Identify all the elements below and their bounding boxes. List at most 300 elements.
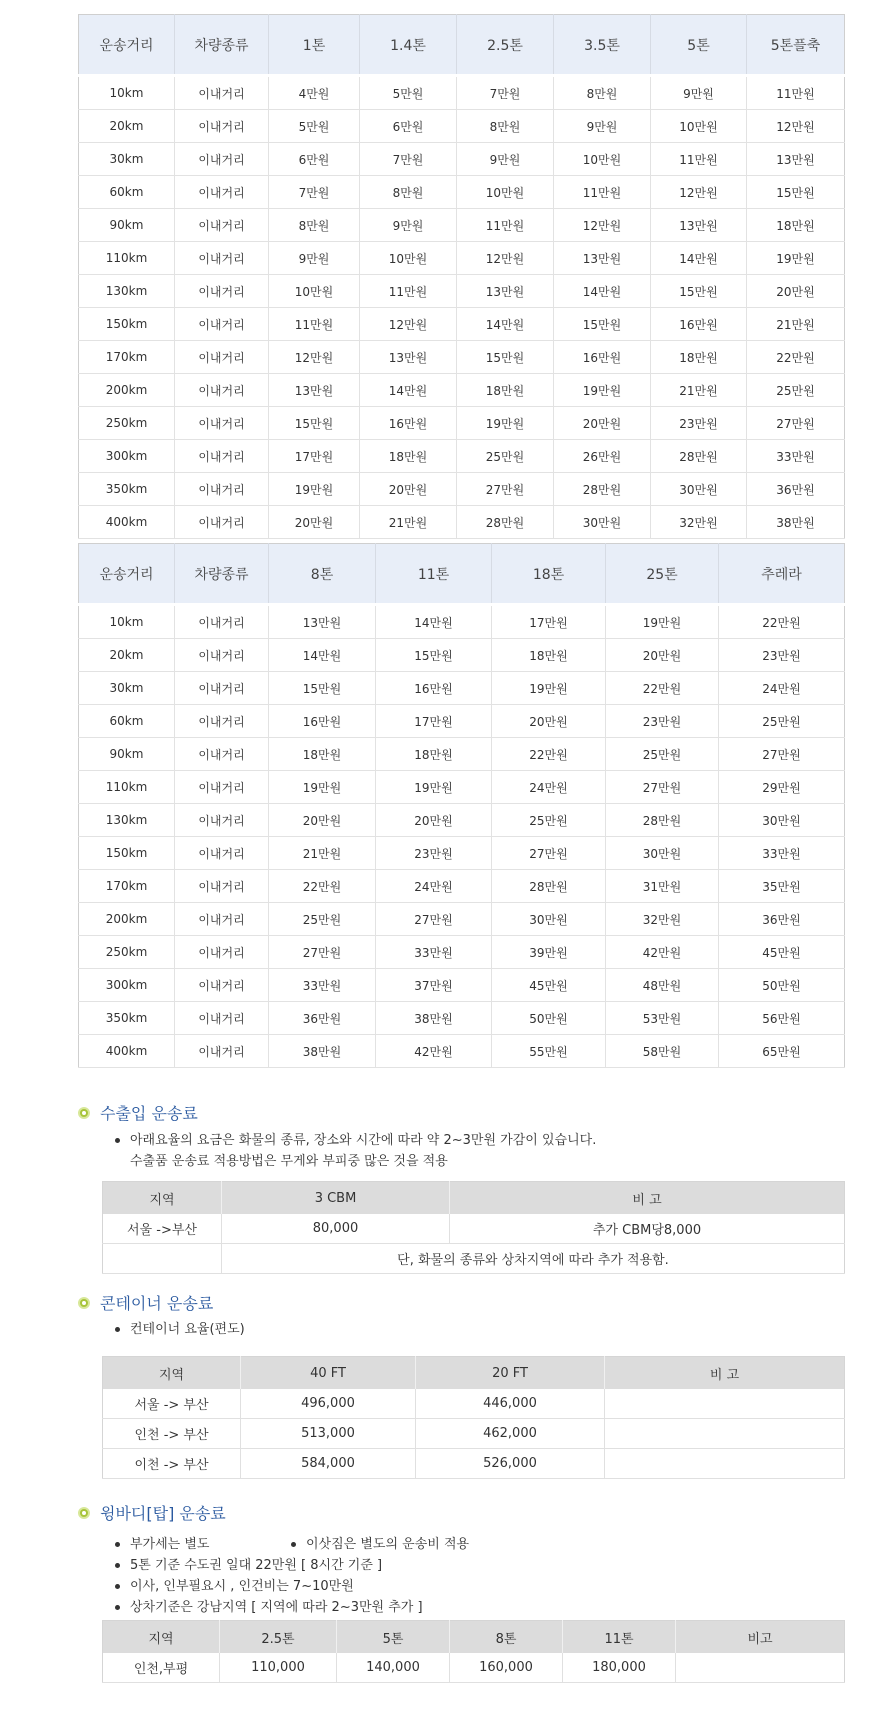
- distance-cell: 150km: [79, 308, 175, 341]
- range-cell: 이내거리: [175, 341, 269, 374]
- header-cell: 비 고: [605, 1357, 845, 1390]
- note-item: 5톤 기준 수도권 일대 22만원 [ 8시간 기준 ]: [112, 1555, 469, 1576]
- price-cell: 13만원: [269, 605, 376, 639]
- range-cell: 이내거리: [175, 1002, 269, 1035]
- price-cell: 19만원: [492, 672, 606, 705]
- range-cell: 이내거리: [175, 110, 269, 143]
- price-cell: 9만원: [457, 143, 554, 176]
- table-row: [79, 639, 845, 672]
- price-cell: 20만원: [269, 804, 376, 837]
- price-cell: 27만원: [606, 771, 719, 804]
- price-cell: 8만원: [269, 209, 360, 242]
- price-cell: 38만원: [747, 506, 845, 539]
- price-cell: 14만원: [269, 639, 376, 672]
- section-title-export: [78, 1101, 198, 1124]
- price-cell: 15만원: [747, 176, 845, 209]
- table-row: [79, 209, 845, 242]
- table-header-row: [79, 15, 845, 76]
- price-cell: 13만원: [554, 242, 651, 275]
- price-cell: 22만원: [269, 870, 376, 903]
- price-cell: 12만원: [360, 308, 457, 341]
- header-cell: 지역: [103, 1182, 222, 1215]
- table-row: [79, 903, 845, 936]
- price-cell: 25만원: [492, 804, 606, 837]
- remark-cell: [605, 1449, 845, 1479]
- header-cell: 5톤: [337, 1621, 450, 1654]
- price-cell: 50만원: [492, 1002, 606, 1035]
- price-cell: 12만원: [554, 209, 651, 242]
- price-cell: 21만원: [360, 506, 457, 539]
- price-cell: 21만원: [269, 837, 376, 870]
- section-title-text: 콘테이너 운송료: [100, 1294, 214, 1313]
- region-cell: 인천 -> 부산: [103, 1419, 241, 1449]
- header-cell: 2.5톤: [457, 15, 554, 76]
- range-cell: 이내거리: [175, 605, 269, 639]
- price-cell: 33만원: [719, 837, 845, 870]
- price-cell: 23만원: [651, 407, 747, 440]
- table-row: [79, 672, 845, 705]
- table-row: [79, 407, 845, 440]
- price-cell: 58만원: [606, 1035, 719, 1068]
- price-cell: 11만원: [457, 209, 554, 242]
- value-cell: 110,000: [220, 1653, 337, 1683]
- price-cell: 22만원: [606, 672, 719, 705]
- price-cell: 15만원: [269, 672, 376, 705]
- price-cell: 25만원: [606, 738, 719, 771]
- price-cell: 30만원: [492, 903, 606, 936]
- price-cell: 36만원: [747, 473, 845, 506]
- price-cell: 7만원: [360, 143, 457, 176]
- price-cell: 19만원: [554, 374, 651, 407]
- table-row: [79, 308, 845, 341]
- table-row: [79, 804, 845, 837]
- distance-cell: 400km: [79, 1035, 175, 1068]
- remark-cell: 추가 CBM당8,000: [450, 1214, 845, 1244]
- table-row: [79, 242, 845, 275]
- price-cell: 16만원: [651, 308, 747, 341]
- range-cell: 이내거리: [175, 308, 269, 341]
- price-cell: 18만원: [269, 738, 376, 771]
- price-cell: 50만원: [719, 969, 845, 1002]
- price-cell: 19만원: [269, 473, 360, 506]
- range-cell: 이내거리: [175, 440, 269, 473]
- header-cell: 25톤: [606, 544, 719, 605]
- region-cell: 서울 ->부산: [103, 1214, 222, 1244]
- table-row: [79, 605, 845, 639]
- table-row: [79, 771, 845, 804]
- container-rate-table: [102, 1356, 845, 1479]
- table-row: [79, 738, 845, 771]
- price-cell: 20만원: [554, 407, 651, 440]
- range-cell: 이내거리: [175, 969, 269, 1002]
- distance-cell: 250km: [79, 936, 175, 969]
- value-cell: 180,000: [563, 1653, 676, 1683]
- price-cell: 42만원: [606, 936, 719, 969]
- price-cell: 36만원: [269, 1002, 376, 1035]
- price-cell: 38만원: [376, 1002, 492, 1035]
- price-cell: 22만원: [492, 738, 606, 771]
- note-line: [112, 1534, 469, 1555]
- distance-cell: 300km: [79, 969, 175, 1002]
- price-cell: 24만원: [376, 870, 492, 903]
- value-cell: 526,000: [416, 1449, 605, 1479]
- distance-cell: 200km: [79, 374, 175, 407]
- price-cell: 19만원: [269, 771, 376, 804]
- price-cell: 19만원: [457, 407, 554, 440]
- distance-cell: 20km: [79, 639, 175, 672]
- price-cell: 65만원: [719, 1035, 845, 1068]
- table-header-row: [103, 1182, 845, 1215]
- table-row: [79, 936, 845, 969]
- price-cell: 7만원: [269, 176, 360, 209]
- distance-cell: 10km: [79, 605, 175, 639]
- distance-cell: 60km: [79, 705, 175, 738]
- table-row: [79, 837, 845, 870]
- price-cell: 17만원: [376, 705, 492, 738]
- value-cell: 80,000: [222, 1214, 450, 1244]
- wingbody-rate-table: [102, 1620, 845, 1683]
- table-row: [79, 705, 845, 738]
- price-cell: 33만원: [376, 936, 492, 969]
- table-row: [79, 275, 845, 308]
- price-cell: 14만원: [376, 605, 492, 639]
- price-cell: 11만원: [554, 176, 651, 209]
- table-row: [79, 506, 845, 539]
- price-cell: 13만원: [651, 209, 747, 242]
- distance-cell: 90km: [79, 209, 175, 242]
- range-cell: 이내거리: [175, 209, 269, 242]
- value-cell: 496,000: [241, 1389, 416, 1419]
- range-cell: 이내거리: [175, 837, 269, 870]
- price-cell: 28만원: [606, 804, 719, 837]
- price-cell: 38만원: [269, 1035, 376, 1068]
- note-item: 컨테이너 요율(편도): [112, 1319, 245, 1340]
- price-cell: 30만원: [606, 837, 719, 870]
- price-cell: 26만원: [554, 440, 651, 473]
- range-cell: 이내거리: [175, 936, 269, 969]
- price-cell: 11만원: [651, 143, 747, 176]
- price-cell: 16만원: [360, 407, 457, 440]
- price-cell: 53만원: [606, 1002, 719, 1035]
- circle-bullet-icon: [78, 1507, 90, 1519]
- price-cell: 17만원: [269, 440, 360, 473]
- price-cell: 22만원: [747, 341, 845, 374]
- table-row: [79, 440, 845, 473]
- distance-cell: 350km: [79, 473, 175, 506]
- price-cell: 55만원: [492, 1035, 606, 1068]
- price-cell: 18만원: [457, 374, 554, 407]
- price-cell: 27만원: [376, 903, 492, 936]
- range-cell: 이내거리: [175, 176, 269, 209]
- distance-cell: 350km: [79, 1002, 175, 1035]
- remark-cell: [676, 1653, 845, 1683]
- price-cell: 14만원: [554, 275, 651, 308]
- price-cell: 14만원: [651, 242, 747, 275]
- empty-cell: [103, 1244, 222, 1274]
- price-cell: 22만원: [719, 605, 845, 639]
- price-cell: 27만원: [492, 837, 606, 870]
- price-cell: 23만원: [719, 639, 845, 672]
- header-cell: 8톤: [269, 544, 376, 605]
- header-cell: 20 FT: [416, 1357, 605, 1390]
- table-row: [79, 76, 845, 110]
- container-notes: [112, 1319, 245, 1340]
- price-cell: 14만원: [360, 374, 457, 407]
- header-cell: 11톤: [376, 544, 492, 605]
- note-item: 부가세는 별도: [112, 1534, 288, 1555]
- table-row: [79, 969, 845, 1002]
- price-cell: 13만원: [269, 374, 360, 407]
- price-cell: 11만원: [747, 76, 845, 110]
- value-cell: 584,000: [241, 1449, 416, 1479]
- distance-cell: 110km: [79, 771, 175, 804]
- price-cell: 36만원: [719, 903, 845, 936]
- table-row: [103, 1214, 845, 1244]
- price-cell: 10만원: [457, 176, 554, 209]
- header-cell: 차량종류: [175, 544, 269, 605]
- distance-cell: 250km: [79, 407, 175, 440]
- value-cell: 140,000: [337, 1653, 450, 1683]
- price-cell: 27만원: [269, 936, 376, 969]
- table-row: [79, 1035, 845, 1068]
- range-cell: 이내거리: [175, 903, 269, 936]
- header-cell: 1.4톤: [360, 15, 457, 76]
- remark-cell: [605, 1419, 845, 1449]
- rate-table-small-trucks: [78, 14, 845, 539]
- price-cell: 28만원: [457, 506, 554, 539]
- value-cell: 446,000: [416, 1389, 605, 1419]
- price-cell: 10만원: [269, 275, 360, 308]
- distance-cell: 200km: [79, 903, 175, 936]
- header-cell: 운송거리: [79, 15, 175, 76]
- price-cell: 56만원: [719, 1002, 845, 1035]
- price-cell: 25만원: [719, 705, 845, 738]
- value-cell: 513,000: [241, 1419, 416, 1449]
- table-row: [79, 176, 845, 209]
- price-cell: 23만원: [606, 705, 719, 738]
- distance-cell: 60km: [79, 176, 175, 209]
- price-cell: 15만원: [376, 639, 492, 672]
- price-cell: 39만원: [492, 936, 606, 969]
- price-cell: 30만원: [719, 804, 845, 837]
- price-cell: 8만원: [457, 110, 554, 143]
- header-cell: 지역: [103, 1357, 241, 1390]
- price-cell: 5만원: [360, 76, 457, 110]
- header-cell: 추레라: [719, 544, 845, 605]
- range-cell: 이내거리: [175, 804, 269, 837]
- price-cell: 19만원: [606, 605, 719, 639]
- price-cell: 13만원: [457, 275, 554, 308]
- price-cell: 42만원: [376, 1035, 492, 1068]
- price-cell: 9만원: [554, 110, 651, 143]
- header-cell: 18톤: [492, 544, 606, 605]
- header-cell: 운송거리: [79, 544, 175, 605]
- price-cell: 30만원: [554, 506, 651, 539]
- remark-cell: [605, 1389, 845, 1419]
- header-cell: 비고: [676, 1621, 845, 1654]
- price-cell: 21만원: [651, 374, 747, 407]
- price-cell: 35만원: [719, 870, 845, 903]
- price-cell: 18만원: [651, 341, 747, 374]
- note-continuation: 수출품 운송료 적용방법은 무게와 부피중 많은 것을 적용: [130, 1154, 448, 1169]
- range-cell: 이내거리: [175, 76, 269, 110]
- price-cell: 20만원: [606, 639, 719, 672]
- price-cell: 8만원: [554, 76, 651, 110]
- price-cell: 18만원: [492, 639, 606, 672]
- price-cell: 10만원: [651, 110, 747, 143]
- range-cell: 이내거리: [175, 506, 269, 539]
- table-row: [79, 374, 845, 407]
- range-cell: 이내거리: [175, 870, 269, 903]
- price-cell: 20만원: [492, 705, 606, 738]
- price-cell: 6만원: [269, 143, 360, 176]
- header-cell: 지역: [103, 1621, 220, 1654]
- note-item: 상차기준은 강남지역 [ 지역에 따라 2~3만원 추가 ]: [112, 1597, 469, 1618]
- price-cell: 17만원: [492, 605, 606, 639]
- distance-cell: 110km: [79, 242, 175, 275]
- value-cell: 462,000: [416, 1419, 605, 1449]
- note-item: 이사, 인부필요시 , 인건비는 7~10만원: [112, 1576, 469, 1597]
- price-cell: 18만원: [376, 738, 492, 771]
- price-cell: 16만원: [269, 705, 376, 738]
- table-row: [103, 1389, 845, 1419]
- price-cell: 37만원: [376, 969, 492, 1002]
- price-cell: 5만원: [269, 110, 360, 143]
- note-item: 이삿짐은 별도의 운송비 적용: [288, 1534, 469, 1555]
- export-notes: [112, 1130, 596, 1172]
- table-row: [103, 1449, 845, 1479]
- price-cell: 9만원: [651, 76, 747, 110]
- price-cell: 14만원: [457, 308, 554, 341]
- price-cell: 6만원: [360, 110, 457, 143]
- price-cell: 15만원: [554, 308, 651, 341]
- price-cell: 7만원: [457, 76, 554, 110]
- header-cell: 2.5톤: [220, 1621, 337, 1654]
- table-row: [79, 1002, 845, 1035]
- export-rate-table: [102, 1181, 845, 1274]
- price-cell: 20만원: [376, 804, 492, 837]
- wingbody-notes: [112, 1534, 469, 1618]
- price-cell: 28만원: [651, 440, 747, 473]
- distance-cell: 170km: [79, 870, 175, 903]
- header-cell: 8톤: [450, 1621, 563, 1654]
- price-cell: 33만원: [269, 969, 376, 1002]
- price-cell: 25만원: [747, 374, 845, 407]
- rate-table-large-trucks: [78, 543, 845, 1068]
- header-cell: 5톤플축: [747, 15, 845, 76]
- price-cell: 13만원: [747, 143, 845, 176]
- distance-cell: 30km: [79, 672, 175, 705]
- price-cell: 25만원: [269, 903, 376, 936]
- price-cell: 12만원: [747, 110, 845, 143]
- header-cell: 3.5톤: [554, 15, 651, 76]
- distance-cell: 20km: [79, 110, 175, 143]
- price-cell: 24만원: [492, 771, 606, 804]
- price-cell: 16만원: [376, 672, 492, 705]
- table-row: [79, 473, 845, 506]
- table-header-row: [103, 1621, 845, 1654]
- price-cell: 15만원: [269, 407, 360, 440]
- region-cell: 인천,부평: [103, 1653, 220, 1683]
- price-cell: 12만원: [269, 341, 360, 374]
- price-cell: 23만원: [376, 837, 492, 870]
- range-cell: 이내거리: [175, 672, 269, 705]
- price-cell: 28만원: [554, 473, 651, 506]
- price-cell: 11만원: [360, 275, 457, 308]
- region-cell: 서울 -> 부산: [103, 1389, 241, 1419]
- range-cell: 이내거리: [175, 242, 269, 275]
- range-cell: 이내거리: [175, 275, 269, 308]
- price-cell: 16만원: [554, 341, 651, 374]
- price-cell: 32만원: [651, 506, 747, 539]
- table-row: [103, 1244, 845, 1274]
- range-cell: 이내거리: [175, 374, 269, 407]
- distance-cell: 30km: [79, 143, 175, 176]
- price-cell: 31만원: [606, 870, 719, 903]
- distance-cell: 400km: [79, 506, 175, 539]
- price-cell: 13만원: [360, 341, 457, 374]
- range-cell: 이내거리: [175, 407, 269, 440]
- price-cell: 15만원: [651, 275, 747, 308]
- price-cell: 15만원: [457, 341, 554, 374]
- header-cell: 3 CBM: [222, 1182, 450, 1215]
- price-cell: 32만원: [606, 903, 719, 936]
- header-cell: 비 고: [450, 1182, 845, 1215]
- price-cell: 12만원: [457, 242, 554, 275]
- price-cell: 45만원: [492, 969, 606, 1002]
- range-cell: 이내거리: [175, 639, 269, 672]
- price-cell: 4만원: [269, 76, 360, 110]
- range-cell: 이내거리: [175, 738, 269, 771]
- price-cell: 45만원: [719, 936, 845, 969]
- range-cell: 이내거리: [175, 771, 269, 804]
- section-title-wingbody: [78, 1501, 226, 1524]
- price-cell: 24만원: [719, 672, 845, 705]
- header-cell: 40 FT: [241, 1357, 416, 1390]
- price-cell: 28만원: [492, 870, 606, 903]
- distance-cell: 150km: [79, 837, 175, 870]
- price-cell: 27만원: [719, 738, 845, 771]
- price-cell: 19만원: [747, 242, 845, 275]
- distance-cell: 130km: [79, 275, 175, 308]
- price-cell: 10만원: [554, 143, 651, 176]
- table-row: [79, 870, 845, 903]
- table-row: [79, 110, 845, 143]
- header-cell: 5톤: [651, 15, 747, 76]
- price-cell: 18만원: [747, 209, 845, 242]
- table-header-row: [79, 544, 845, 605]
- price-cell: 12만원: [651, 176, 747, 209]
- price-cell: 9만원: [360, 209, 457, 242]
- price-cell: 10만원: [360, 242, 457, 275]
- range-cell: 이내거리: [175, 1035, 269, 1068]
- price-cell: 11만원: [269, 308, 360, 341]
- distance-cell: 170km: [79, 341, 175, 374]
- section-title-text: 윙바디[탑] 운송료: [100, 1504, 226, 1523]
- value-cell: 160,000: [450, 1653, 563, 1683]
- price-cell: 27만원: [747, 407, 845, 440]
- region-cell: 이천 -> 부산: [103, 1449, 241, 1479]
- distance-cell: 300km: [79, 440, 175, 473]
- price-cell: 19만원: [376, 771, 492, 804]
- price-cell: 20만원: [360, 473, 457, 506]
- distance-cell: 10km: [79, 76, 175, 110]
- footnote-cell: 단, 화물의 종류와 상차지역에 따라 추가 적용함.: [222, 1244, 845, 1274]
- price-cell: 25만원: [457, 440, 554, 473]
- table-row: [103, 1419, 845, 1449]
- price-cell: 20만원: [747, 275, 845, 308]
- range-cell: 이내거리: [175, 705, 269, 738]
